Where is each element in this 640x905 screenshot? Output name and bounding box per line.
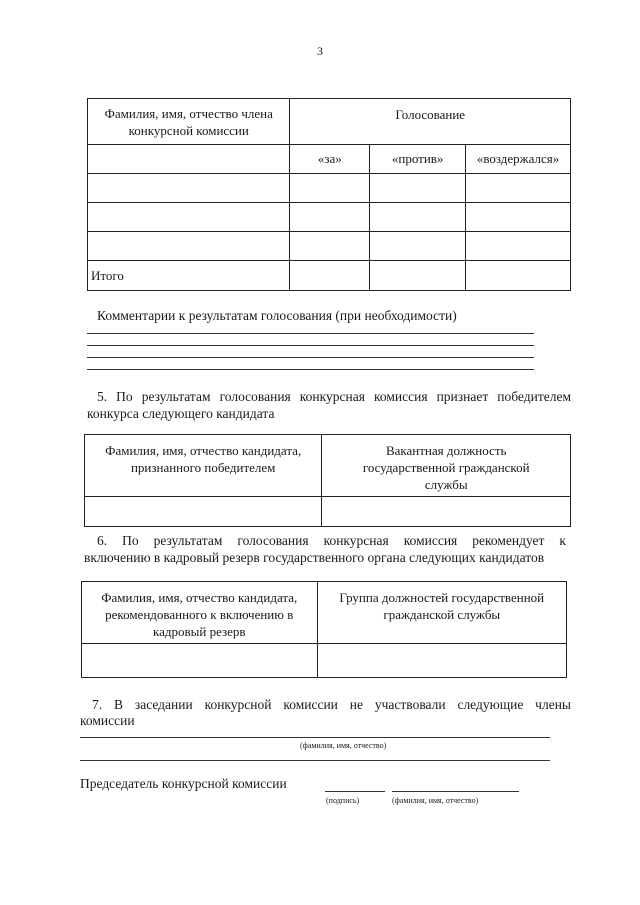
vote-cell (290, 174, 370, 203)
vote-cell (466, 261, 571, 291)
absent-members-caption: (фамилия, имя, отчество) (300, 741, 387, 750)
vote-col-against: «против» (370, 145, 466, 174)
name-caption: (фамилия, имя, отчество) (392, 796, 479, 805)
vote-cell (370, 203, 466, 232)
vote-cell (370, 174, 466, 203)
vote-header-name (88, 99, 290, 145)
vote-row-total: Итого (88, 261, 290, 291)
comment-line (87, 357, 534, 358)
vote-cell (88, 145, 290, 174)
vote-header-vote (290, 99, 571, 145)
vote-cell (370, 232, 466, 261)
section7-text-line2: комиссии (80, 713, 135, 728)
vote-header-name-text: Фамилия, имя, отчество члена конкурсной комиссии (104, 105, 273, 138)
winner-cell (322, 497, 571, 527)
winner-cell (85, 497, 322, 527)
vote-cell (88, 203, 290, 232)
winner-col-position: Вакантная должность государственной гражданской службы (322, 435, 571, 497)
vote-header-vote-text: Голосование (395, 107, 466, 122)
comment-line (87, 369, 534, 370)
winner-col-name: Фамилия, имя, отчество кандидата, признанного победителем (85, 435, 322, 497)
reserve-cell (317, 644, 566, 678)
chairman-label: Председатель конкурсной комиссии (80, 776, 287, 791)
page-number: 3 (317, 44, 323, 58)
vote-cell (88, 174, 290, 203)
section6-text-line2: включению в кадровый резерв государственного органа следующих кандидатов (84, 550, 545, 565)
section7-text-line1: 7. В заседании конкурсной комиссии не участвовали следующие члены (92, 697, 571, 712)
signature-line (325, 791, 385, 792)
vote-cell (88, 232, 290, 261)
comments-label: Комментарии к результатам голосования (при необходимости) (97, 308, 457, 323)
reserve-col-name: Фамилия, имя, отчество кандидата, рекомендованного к включению в кадровый резерв (82, 582, 318, 644)
vote-col-abstain: «воздержался» (466, 145, 571, 174)
vote-cell (290, 261, 370, 291)
section5-text-line2: конкурса следующего кандидата (87, 406, 275, 421)
vote-cell (466, 232, 571, 261)
vote-cell (370, 261, 466, 291)
comment-line (87, 333, 534, 334)
section6-text-line1: 6. По результатам голосования конкурсная комиссия рекомендует к (97, 533, 566, 548)
vote-col-for: «за» (290, 145, 370, 174)
vote-cell (466, 203, 571, 232)
vote-cell (466, 174, 571, 203)
vote-cell (290, 232, 370, 261)
name-line (392, 791, 519, 792)
vote-cell (290, 203, 370, 232)
section5-text-line1: 5. По результатам голосования конкурсная комиссия признает победителем (97, 389, 571, 404)
winner-table (84, 434, 571, 527)
reserve-table (81, 581, 567, 678)
absent-members-line (80, 737, 550, 738)
reserve-cell (82, 644, 318, 678)
signature-caption: (подпись) (326, 796, 360, 805)
reserve-col-group: Группа должностей государственной гражданской службы (317, 582, 566, 644)
vote-table (87, 98, 571, 291)
comment-line (87, 345, 534, 346)
absent-members-line (80, 760, 550, 761)
